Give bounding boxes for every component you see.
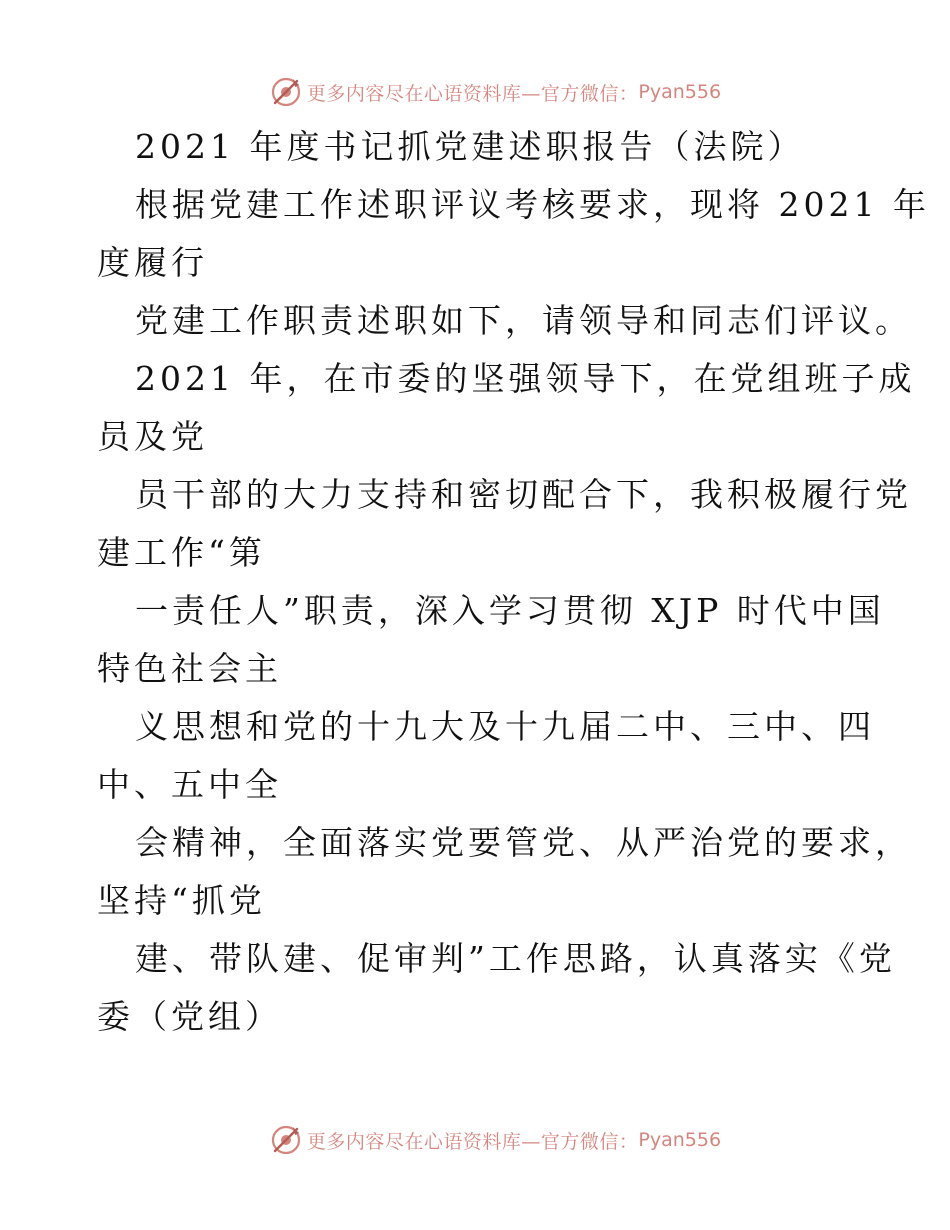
watermark-wechat-id: Pyan556: [638, 1129, 722, 1151]
paragraph-line: 一责任人”职责，深入学习贯彻 XJP 时代中国: [135, 591, 885, 630]
header-watermark: [0, 72, 950, 112]
paragraph-line: 会精神，全面落实党要管党、从严治党的要求，: [135, 823, 912, 862]
paragraph-line: 坚持“抓党: [97, 881, 266, 920]
paragraph-line: 特色社会主: [97, 649, 282, 688]
paragraph-line: 党建工作职责述职如下，请领导和同志们评议。: [135, 301, 912, 340]
quill-pen-seal-icon: [269, 1123, 303, 1157]
paragraph-line: 根据党建工作述职评议考核要求，现将 2021 年: [135, 185, 930, 224]
paragraph-line: 中、五中全: [97, 765, 282, 804]
watermark-text: 更多内容尽在心语资料库—官方微信：: [306, 82, 639, 105]
paragraph-line: 员及党: [97, 417, 208, 456]
paragraph-line: 委（党组）: [97, 997, 282, 1036]
watermark-text: 更多内容尽在心语资料库—官方微信：: [306, 1130, 639, 1153]
watermark-wechat-id: Pyan556: [638, 81, 722, 103]
paragraph-line: 义思想和党的十九大及十九届二中、三中、四: [135, 707, 875, 746]
paragraph-line: 2021 年，在市委的坚强领导下，在党组班子成: [135, 359, 916, 398]
footer-watermark: [0, 1120, 950, 1160]
paragraph-line: 员干部的大力支持和密切配合下，我积极履行党: [135, 475, 912, 514]
paragraph-line: 度履行: [97, 243, 208, 282]
paragraph-line: 建工作“第: [97, 533, 266, 572]
document-title: 2021 年度书记抓党建述职报告（法院）: [135, 127, 805, 166]
paragraph-line: 建、带队建、促审判”工作思路，认真落实《党: [135, 939, 896, 978]
document-body: [97, 118, 930, 1046]
quill-pen-seal-icon: [269, 75, 303, 109]
